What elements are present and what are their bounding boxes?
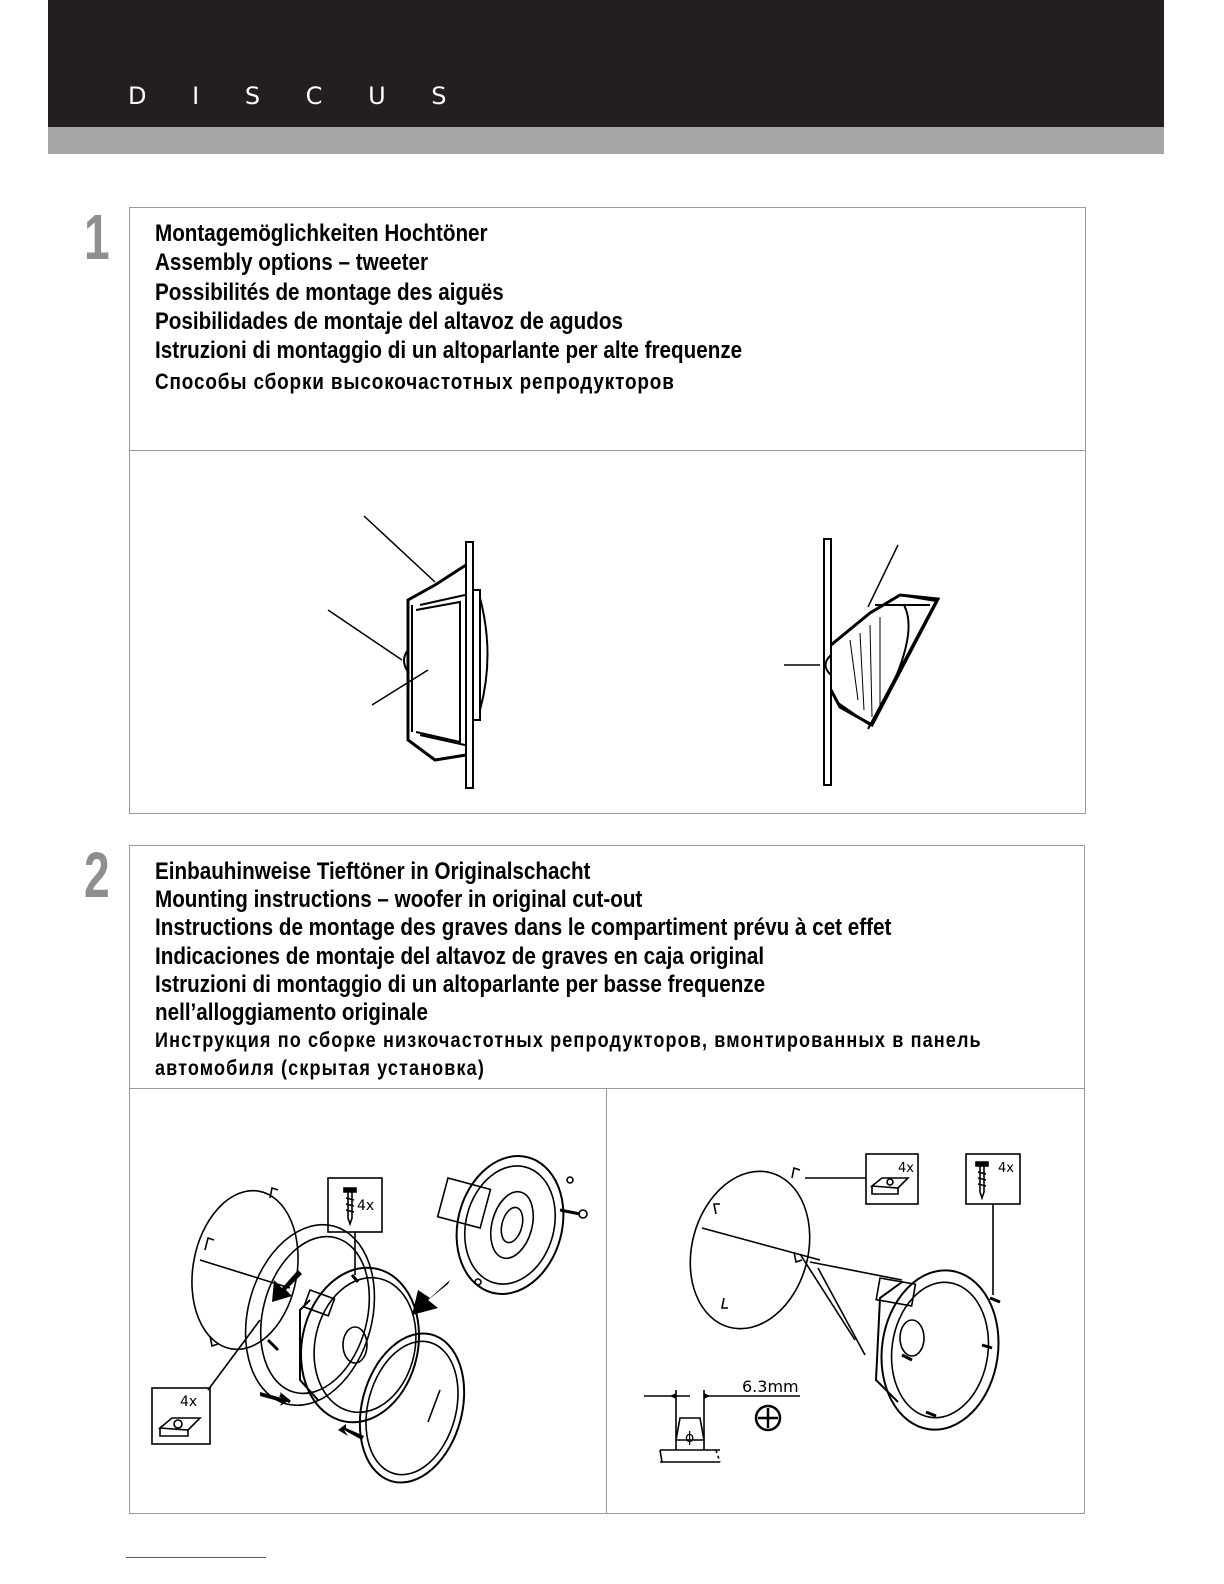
heading-fr: Possibilités de montage des aiguës <box>155 278 504 306</box>
clip-qty-label-right: 4x <box>898 1161 914 1176</box>
heading-es: Posibilidades de montaje del altavoz de agudos <box>155 307 623 335</box>
heading-it: Istruzioni di montaggio di un altoparlante per alte frequenze <box>155 337 743 365</box>
drill-size-label: 6.3mm <box>742 1377 799 1396</box>
section-1-divider <box>129 450 1086 451</box>
step-number-1: 1 <box>84 201 110 273</box>
woofer-mounting-diagram <box>640 1150 1060 1480</box>
brand-logo: D I S C U S <box>128 82 466 110</box>
woofer-exploded-diagram <box>150 1150 590 1490</box>
heading-ru: Инструкция по сборке низкочастотных репродукторов, вмонтированных в панель <box>155 1029 982 1053</box>
tweeter-angled-mount-diagram <box>780 535 950 795</box>
section-2-divider <box>129 1088 1085 1089</box>
screw-qty-label-right: 4x <box>998 1161 1014 1176</box>
heading-ru: Способы сборки высокочастотных репродукторов <box>155 369 675 395</box>
heading-ru-cont: автомобиля (скрытая установка) <box>155 1057 485 1081</box>
heading-it: Istruzioni di montaggio di un altoparlante per basse frequenze <box>155 970 766 998</box>
diameter-symbol: ϕ <box>685 1430 695 1446</box>
heading-es: Indicaciones de montaje del altavoz de graves en caja original <box>155 942 765 970</box>
clip-qty-label-left: 4x <box>180 1394 198 1410</box>
screw-qty-label-left: 4x <box>357 1198 375 1214</box>
section-1-headings <box>155 219 742 397</box>
header-bar <box>48 0 1164 127</box>
heading-de: Montagemöglichkeiten Hochtöner <box>155 220 488 247</box>
header-band <box>48 127 1164 154</box>
heading-it-cont: nell’alloggiamento originale <box>155 999 428 1027</box>
section-2-column-divider <box>606 1088 607 1514</box>
step-number-2: 2 <box>84 839 110 911</box>
heading-de: Einbauhinweise Tieftöner in Originalschacht <box>155 858 591 885</box>
heading-en: Mounting instructions – woofer in original cut-out <box>155 886 643 914</box>
footer-rule <box>126 1557 266 1558</box>
heading-fr: Instructions de montage des graves dans le compartiment prévu à cet effet <box>155 914 892 942</box>
heading-en: Assembly options – tweeter <box>155 249 428 277</box>
section-2-headings <box>155 858 982 1084</box>
tweeter-flush-mount-diagram <box>320 510 520 800</box>
